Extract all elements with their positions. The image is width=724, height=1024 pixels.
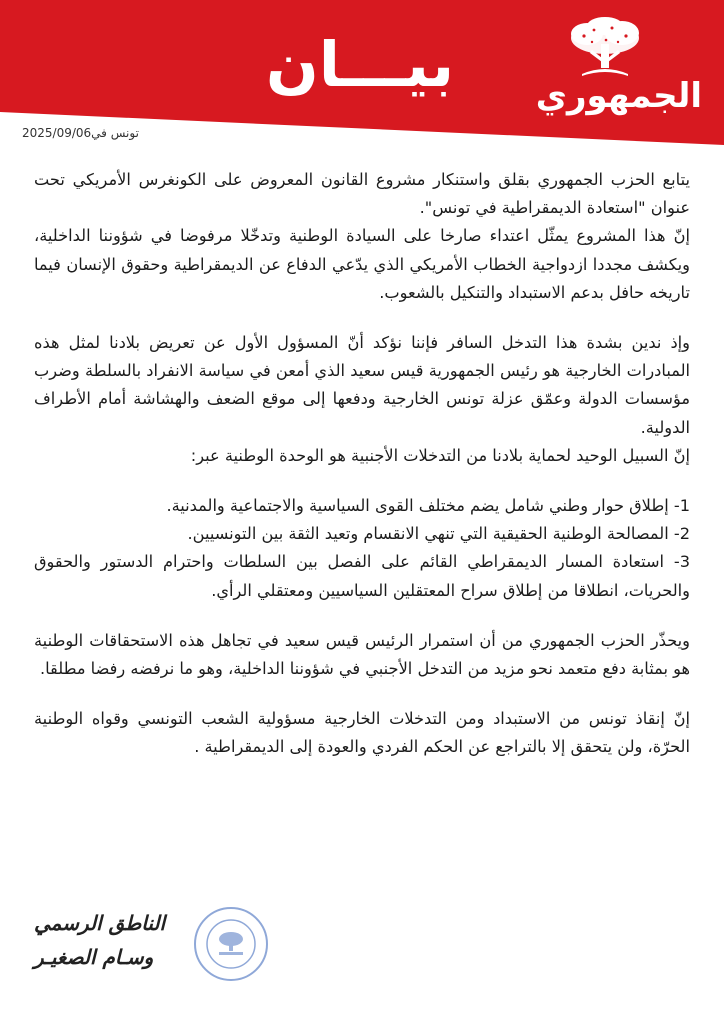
paragraph-unity: إنّ السبيل الوحيد لحماية بلادنا من التدخلات الأجنبية هو الوحدة الوطنية عبر:: [190, 445, 690, 465]
paragraph-spacer: [34, 605, 690, 627]
page-title: بيـــان: [265, 28, 455, 101]
statement-body: [34, 166, 690, 762]
paragraph-conclusion: إنّ إنقاذ تونس من الاستبداد ومن التدخلات الخارجية مسؤولية الشعب التونسي وقواه الوطنية الحرّة، ولن يتحقق إلا بالتراجع عن الحكم الفردي والعودة إلى الديمقراطية .: [34, 709, 690, 757]
signature-block: [34, 905, 334, 995]
paragraph-spacer: [34, 307, 690, 329]
logo-text: الجمهوري: [535, 76, 702, 116]
dateline: تونس في2025/09/06: [22, 126, 139, 140]
signature-name: وسـام الصغيـر: [34, 945, 154, 969]
party-stamp-icon: [192, 905, 270, 983]
paragraph-spacer: [34, 683, 690, 705]
list-item-3: 3- استعادة المسار الديمقراطي القائم على الفصل بين السلطات واحترام الدستور والحقوق والحريات، انطلاقا من إطلاق سراح المعتقلين السياسيين ومعتقلي الرأي.: [34, 552, 690, 600]
paragraph-warning: ويحذّر الحزب الجمهوري من أن استمرار الرئيس قيس سعيد في تجاهل هذه الاستحقاقات الوطنية هو بمثابة دفع متعمد نحو مزيد من التدخل الأجنبي في شؤوننا الداخلية، وهو ما نرفضه رفضا مطلقا.: [34, 630, 690, 679]
paragraph-responsibility: وإذ ندين بشدة هذا التدخل السافر فإننا نؤكد أنّ المسؤول الأول عن تعريض بلادنا لمثل هذه المبادرات الخارجية هو رئيس الجمهورية قيس سعيد الذي أمعن في سياسة الانفراد بالسلطة وضرب مؤسسات الدولة وعمّق عزلة تونس الخارجية ودفعها إلى موقع الضعف والهشاشة أمام الأطراف الدولية.: [34, 333, 690, 437]
list-item-2: 2- المصالحة الوطنية الحقيقية التي تنهي الانقسام وتعيد الثقة بين التونسيين.: [187, 524, 690, 544]
list-item-1: 1- إطلاق حوار وطني شامل يضم مختلف القوى السياسية والاجتماعية والمدنية.: [166, 496, 690, 516]
olive-tree-logo-icon: [562, 16, 648, 78]
paragraph-spacer: [34, 470, 690, 492]
paragraph-condemnation: إنّ هذا المشروع يمثّل اعتداء صارخا على السيادة الوطنية وتدخّلا مرفوضا في شؤوننا الداخلية، ويكشف مجددا ازدواجية الخطاب الأمريكي الذي يدّعي الدفاع عن الديمقراطية وحقوق الإنسان فيما تاريخه حافل بدعم الاستبداد والتنكيل بالشعوب.: [34, 226, 690, 302]
paragraph-intro: يتابع الحزب الجمهوري بقلق واستنكار مشروع القانون المعروض على الكونغرس الأمريكي تحت عنوان "استعادة الديمقراطية في تونس".: [34, 170, 690, 218]
header-banner: [0, 0, 724, 145]
party-logo: [535, 16, 702, 126]
signature-title: الناطق الرسمي: [34, 911, 166, 935]
